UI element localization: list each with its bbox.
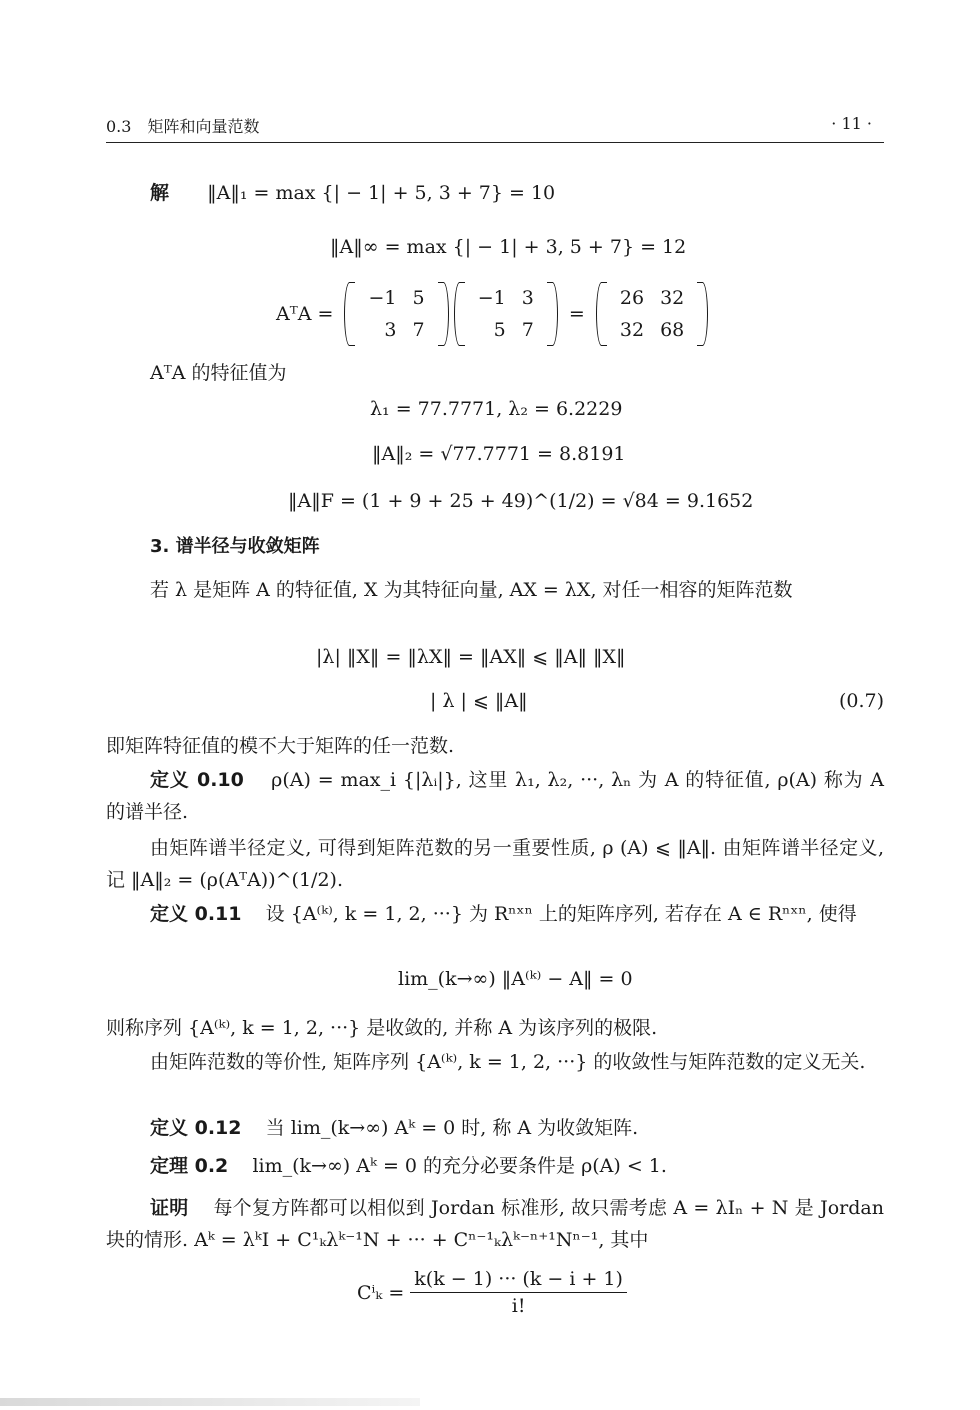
theorem-label: 定理 0.2 — [150, 1155, 229, 1177]
matrix-cell: 5 — [412, 287, 425, 309]
ata-lhs: AᵀA = — [276, 303, 334, 325]
solution-label: 解 — [150, 182, 170, 204]
matrix-cell: 5 — [493, 319, 506, 341]
definition-text: ρ(A) = max_i {|λᵢ|}, 这里 λ₁, λ₂, ···, λₙ 为 A 的特征值, ρ(A) 称为 A 的谱半径. — [106, 769, 884, 823]
paragraph-conclusion: 即矩阵特征值的模不大于矩阵的任一范数. — [106, 735, 455, 757]
paragraph-spectral-radius: 由矩阵谱半径定义, 可得到矩阵范数的另一重要性质, ρ (A) ⩽ ‖A‖. 由矩阵谱半径定义, 记 ‖A‖₂ = (ρ(AᵀA))^(1/2). — [106, 837, 884, 891]
equation-0-7: | λ | ⩽ ‖A‖ — [430, 690, 528, 712]
definition-text: 当 lim_(k→∞) Aᵏ = 0 时, 称 A 为收敛矩阵. — [265, 1117, 639, 1139]
paragraph-eigen-bound: 若 λ 是矩阵 A 的特征值, X 为其特征向量, AX = λX, 对任一相容的矩阵范数 — [150, 579, 793, 601]
paragraph-convergence: 则称序列 {A⁽ᵏ⁾, k = 1, 2, ···} 是收敛的, 并称 A 为该序列的极限. — [106, 1017, 658, 1039]
proof-paragraph — [106, 1192, 884, 1256]
matrix-cell: 3 — [521, 287, 534, 309]
equation-norm-inf: ‖A‖∞ = max {| − 1| + 3, 5 + 7} = 12 — [330, 236, 687, 258]
definition-0-11 — [106, 898, 884, 930]
section-title: 矩阵和向量范数 — [147, 117, 260, 136]
section-header — [106, 114, 259, 137]
equation-norm-1: ‖A‖₁ = max {| − 1| + 5, 3 + 7} = 10 — [207, 182, 556, 204]
definition-label: 定义 0.10 — [150, 769, 244, 791]
matrix-cell: 7 — [412, 319, 425, 341]
section-number: 0.3 — [106, 117, 132, 136]
solution-line-1 — [150, 180, 555, 206]
paragraph-equivalence: 由矩阵范数的等价性, 矩阵序列 {A⁽ᵏ⁾, k = 1, 2, ···} 的收敛性与矩阵范数的定义无关. — [150, 1051, 866, 1073]
page-number: · 11 · — [831, 114, 872, 133]
fraction-numerator: k(k − 1) ··· (k − i + 1) — [410, 1268, 627, 1293]
proof-label: 证明 — [150, 1197, 189, 1219]
definition-0-10 — [106, 764, 884, 828]
matrix-ata-result — [596, 282, 708, 346]
equation-norm-2: ‖A‖₂ = √77.7771 = 8.8191 — [372, 443, 626, 465]
proof-text: 每个复方阵都可以相似到 Jordan 标准形, 故只需考虑 A = λIₙ + N 是 Jordan 块的情形. Aᵏ = λᵏI + C¹ₖλᵏ⁻¹N + ··· + Cⁿ⁻¹ₖλᵏ⁻ⁿ⁺¹Nⁿ⁻¹, 其中 — [106, 1197, 884, 1251]
section-3-heading: 3. 谱半径与收敛矩阵 — [150, 536, 320, 557]
matrix-cell: 32 — [660, 287, 685, 309]
eigen-values: λ₁ = 77.7771, λ₂ = 6.2229 — [370, 398, 623, 420]
fraction-denominator: i! — [511, 1295, 526, 1317]
matrix-product-equation — [270, 282, 708, 352]
matrix-cell: 26 — [619, 287, 645, 309]
fraction — [410, 1268, 627, 1317]
binomial-lhs: Cⁱₖ = — [357, 1281, 405, 1304]
eigen-intro: AᵀA 的特征值为 — [150, 362, 287, 384]
matrix-cell: −1 — [368, 287, 397, 309]
running-header — [106, 112, 884, 142]
header-rule — [106, 142, 884, 143]
definition-label: 定义 0.12 — [150, 1117, 242, 1139]
binomial-coefficient-equation — [357, 1268, 627, 1317]
page-bottom-shadow — [0, 1398, 420, 1406]
definition-0-12 — [106, 1112, 884, 1144]
theorem-0-2 — [106, 1150, 884, 1182]
matrix-cell: 32 — [619, 319, 645, 341]
equation-number: (0.7) — [838, 690, 884, 712]
definition-label: 定义 0.11 — [150, 903, 242, 925]
equals-sign: = — [568, 303, 585, 325]
matrix-a-transpose — [344, 282, 448, 346]
equation-norm-chain: |λ| ‖X‖ = ‖λX‖ = ‖AX‖ ⩽ ‖A‖ ‖X‖ — [316, 646, 626, 668]
equation-limit: lim_(k→∞) ‖A⁽ᵏ⁾ − A‖ = 0 — [398, 968, 633, 990]
theorem-text: lim_(k→∞) Aᵏ = 0 的充分必要条件是 ρ(A) < 1. — [252, 1155, 667, 1177]
equation-norm-f: ‖A‖F = (1 + 9 + 25 + 49)^(1/2) = √84 = 9.1652 — [288, 490, 754, 512]
matrix-cell: −1 — [477, 287, 506, 309]
matrix-cell: 68 — [660, 319, 685, 341]
matrix-cell: 3 — [384, 319, 397, 341]
matrix-a — [454, 282, 558, 346]
definition-text: 设 {A⁽ᵏ⁾, k = 1, 2, ···} 为 Rⁿˣⁿ 上的矩阵序列, 若存在 A ∈ Rⁿˣⁿ, 使得 — [265, 903, 857, 925]
matrix-cell: 7 — [521, 319, 534, 341]
